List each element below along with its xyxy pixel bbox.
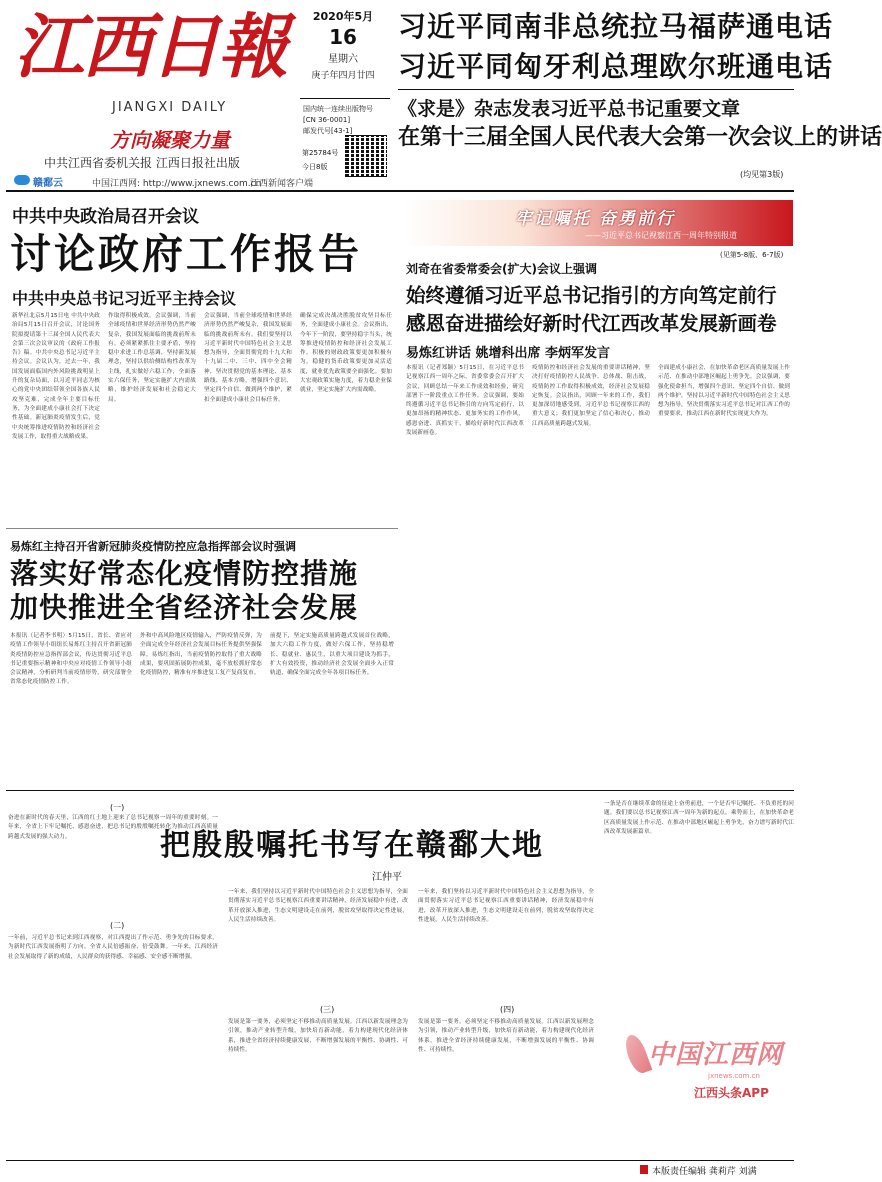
provincial-title-1: 始终遵循习近平总书记指引的方向笃定前行 xyxy=(406,284,777,307)
feature-col3: 发展是第一要务，必须坚定不移推动高质量发展。江西以新发展理念为引领，推动产业转型升级，加快培育新动能，着力构建现代化经济体系，推进全省经济持续健康发展，不断增强发展的平衡性、协调性、可持续性。 xyxy=(228,1019,408,1053)
epidemic-body-col3: 前提下，坚定实施高质量跨越式发展首位战略，加大六稳工作力度，做好六保工作，坚持稳增长、稳就业、惠民生，以重大项目建设为抓手，扩大有效投资，推动经济社会发展全面步入正常轨道，确保全面完成全年各项目标任务。 xyxy=(270,633,394,677)
slogan: 方向凝聚力量 xyxy=(110,128,230,152)
app-name: 赣鄱云 xyxy=(33,178,63,189)
masthead-rule xyxy=(6,190,794,192)
postal-code: 邮发代号[43-1] xyxy=(303,127,353,135)
headline-south-africa: 习近平同南非总统拉马福萨通电话 xyxy=(398,10,834,43)
date-box xyxy=(298,6,388,98)
anniversary-banner xyxy=(405,200,793,246)
lead-body-col2: 作取得积极成效。会议强调，当前全球疫情和世界经济形势仍然严峻复杂，我国发展面临的挑战前所未有。必须紧紧抓住主要矛盾，坚持稳中求进工作总基调，坚持新发展理念，坚持以供给侧结构性改革为主线，扎实做好六稳工作，全面落实六保任务，坚定实施扩大内需战略，维护经济发展和社会稳定大局。 xyxy=(108,313,196,403)
brand-cn: 中国江西网 xyxy=(648,1040,784,1070)
provincial-title-2: 感恩奋进描绘好新时代江西改革发展新画卷 xyxy=(406,312,777,335)
provincial-body-col1: 本报讯（记者郑颖）5月15日，在习近平总书记视察江西一周年之际，省委常委会召开扩大会议，回顾总结一年来工作成效和经验，研究部署下一阶段重点工作任务。会议强调，要始终遵循习近平总书记指引的方向笃定前行，以更加昂扬的精神状态、更加务实的工作作风，感恩奋进、真抓实干，描绘好新时代江西改革发展新画卷。 xyxy=(406,365,524,437)
see-page-note: (均见第3版) xyxy=(740,170,784,179)
lead-body-col1: 新华社北京5月15日电 中共中央政治局5月15日召开会议，讨论国务院拟提请第十三届全国人民代表大会第三次会议审议的《政府工作报告》稿。中共中央总书记习近平主持会议。会议认为，过去一年，我国发展面临国内外风险挑战明显上升的复杂局面，以习近平同志为核心的党中央团结带领全国各族人民攻坚克难，完成全年主要目标任务，为全面建成小康社会打下决定性基础。新冠肺炎疫情发生后，党中央统筹推进疫情防控和经济社会发展工作，取得重大战略成果。 xyxy=(12,313,100,440)
brand-watermark xyxy=(612,1028,794,1138)
feature-section-label: (三) xyxy=(320,1005,335,1014)
provincial-story xyxy=(404,258,794,648)
lead-kicker: 中共中央政治局召开会议 xyxy=(12,207,199,227)
divider xyxy=(6,1160,794,1161)
feature-author: 江仲平 xyxy=(372,872,402,883)
english-name: JIANGXI DAILY xyxy=(112,100,228,115)
feature-col4: 一条是否在继续革命的征途上奋勇前进，一个是否牢记嘱托、不负重托的问题。我们要以总书记视察江西一周年为新的起点，乘势而上，在加快革命老区高质量发展上作示范、在推动中部地区崛起上勇争先，奋力谱写新时代江西改革发展新篇章。 xyxy=(604,801,794,835)
divider xyxy=(6,790,794,791)
lead-subtitle: 中共中央总书记习近平主持会议 xyxy=(12,289,237,308)
masthead xyxy=(0,0,882,190)
issue-number: 第25784号 xyxy=(302,149,339,157)
feature-col3b: 一年来，我们坚持以习近平新时代中国特色社会主义思想为指导，全面贯彻落实习近平总书记视察江西重要讲话精神，经济发展稳中有进，改革开放深入推进，生态文明建设走在前列，脱贫攻坚取得决定性进展，人民生活持续改善。 xyxy=(418,889,594,923)
provincial-kicker: 刘奇在省委常委会(扩大)会议上强调 xyxy=(406,262,597,276)
feature-section-label: (一) xyxy=(110,803,125,812)
newspaper-icon xyxy=(640,1165,648,1174)
epidemic-body-col2: 外和中高风险地区疫情输入，严防疫情反弹，为全面完成全年经济社会发展目标任务提供坚强保障。易炼红指出，当前疫情防控取得了重大战略成果，要巩固拓展防控成果，毫不放松抓好常态化疫情防控，精准有序推进复工复产复商复市。 xyxy=(140,633,262,677)
weekday: 星期六 xyxy=(328,54,358,65)
epidemic-title-2: 加快推进全省经济社会发展 xyxy=(10,591,359,624)
epidemic-kicker: 易炼红主持召开省新冠肺炎疫情防控应急指挥部会议时强调 xyxy=(10,540,296,553)
cloud-logo-icon xyxy=(14,175,30,185)
feature-col2: 一年来，我们坚持以习近平新时代中国特色社会主义思想为指导，全面贯彻落实习近平总书记视察江西重要讲话精神，经济发展稳中有进，改革开放深入推进，生态文明建设走在前列，脱贫攻坚取得决定性进展，人民生活持续改善。 xyxy=(228,889,408,923)
newspaper-logo: 江西日報 xyxy=(14,5,286,88)
page-count: 今日8版 xyxy=(302,163,328,171)
feature-section-label: (四) xyxy=(500,1005,515,1014)
date-day: 16 xyxy=(329,25,357,49)
divider xyxy=(6,528,398,529)
congress-speech-headline: 在第十三届全国人民代表大会第一次会议上的讲话 xyxy=(398,124,882,150)
lead-title: 讨论政府工作报告 xyxy=(10,230,362,278)
provincial-body-col3: 全面建成小康社会，在加快革命老区高质量发展上作示范、在推动中部地区崛起上勇争先。会议强调，要强化使命担当，增强四个意识、坚定四个自信、做到两个维护，坚持以习近平新时代中国特色社会主义思想为指导，坚决贯彻落实习近平总书记对江西工作的重要要求，推动江西在新时代实现更大作为。 xyxy=(658,365,790,418)
epidemic-body-col1: 本报讯（记者李书明）5月15日，省长、省应对疫情工作领导小组组长易炼红主持召开省新冠肺炎疫情防控应急指挥部会议，传达贯彻习近平总书记重要指示精神和中央应对疫情工作领导小组会议精神，分析研判当前疫情形势，研究部署全省常态化疫情防控工作。 xyxy=(10,633,132,686)
divider xyxy=(300,98,390,99)
provincial-body-col2: 疫情防控和经济社会发展的重要讲话精神，坚决打好疫情防控人民战争、总体战、阻击战，疫情防控工作取得积极成效，经济社会发展稳定恢复。会议指出，回顾一年来的工作，我们更加深切地感受到，习近平总书记视察江西的重大意义；我们更加坚定了信心和决心，推动江西高质量跨越式发展。 xyxy=(532,365,650,427)
brand-url: jxnews.com.cn xyxy=(708,1072,760,1080)
headline-hungary: 习近平同匈牙利总理欧尔班通电话 xyxy=(398,50,834,83)
website-line: 中国江西网: http://www.jxnews.com.cn xyxy=(92,179,262,189)
divider xyxy=(398,89,794,90)
feature-section-label: (二) xyxy=(110,921,125,930)
anniversary-caption: ——习近平总书记视察江西一周年特别报道 xyxy=(585,231,737,240)
anniversary-slogan: 牢记嘱托 奋勇前行 xyxy=(515,209,675,229)
feature-intro: 奋进在新时代的春天里，江西的红土地上迎来了总书记视察一周年的重要时刻。一年来，全省上下牢记嘱托、感恩奋进，把总书记的殷殷嘱托转化为推动江西高质量跨越式发展的强大动力。 xyxy=(8,815,218,840)
epidemic-title-1: 落实好常态化疫情防控措施 xyxy=(10,557,359,590)
publication-info xyxy=(303,104,393,137)
cn-number: [CN 36-0001] xyxy=(303,116,351,124)
qiushi-headline: 《求是》杂志发表习近平总书记重要文章 xyxy=(398,98,741,120)
app-note: 江西新闻客户端 xyxy=(250,179,314,189)
feature-col1: 一年前，习近平总书记来到江西视察，对江西提出了作示范、勇争先的目标要求，为新时代江西发展指明了方向。全省人民倍感振奋、倍受鼓舞。一年来，江西经济社会发展取得了新的成绩，人民群众的获得感、幸福感、安全感不断增强。 xyxy=(8,935,218,960)
lunar-date: 庚子年四月廿四 xyxy=(311,71,375,81)
feature-col3c: 发展是第一要务，必须坚定不移推动高质量发展。江西以新发展理念为引领，推动产业转型升级，加快培育新动能，着力构建现代化经济体系，推进全省经济持续健康发展，不断增强发展的平衡性、协调性、可持续性。 xyxy=(418,1019,594,1053)
toutiao-app: 江西头条APP xyxy=(694,1086,769,1100)
anniversary-see-page: (见第5-8版、6-7版) xyxy=(720,251,784,259)
issn-line: 国内统一连续出版物号 xyxy=(303,105,373,113)
page-editor: 本版责任编辑 龚莉芹 刘满 xyxy=(652,1167,757,1177)
date-month: 2020年5月 xyxy=(312,10,374,23)
epidemic-story xyxy=(6,534,398,784)
provincial-attendees: 易炼红讲话 姚增科出席 李炳军发言 xyxy=(406,346,611,361)
lead-story xyxy=(6,196,398,526)
lead-body-col4: 确保完成决战决胜脱贫攻坚目标任务，全面建成小康社会。会议指出，今年下一阶段，要坚持稳字当头，统筹推进疫情防控和经济社会发展工作。积极的财政政策要更加积极有为，稳健的货币政策要更加灵活适度，就业优先政策要全面强化。要加大宏观政策实施力度，着力稳企业保就业，坚定实施扩大内需战略。 xyxy=(300,313,392,394)
qr-code-icon xyxy=(345,135,387,177)
publisher-line: 中共江西省委机关报 江西日报社出版 xyxy=(44,156,240,170)
feature-title: 把殷殷嘱托书写在赣鄱大地 xyxy=(160,828,544,863)
lead-body-col3: 会议强调，当前全球疫情和世界经济形势仍然严峻复杂，我国发展面临的挑战前所未有。我们要坚持以习近平新时代中国特色社会主义思想为指导，全面贯彻党的十九大和十九届二中、三中、四中全会精神，坚决贯彻党的基本理论、基本路线、基本方略，增强四个意识、坚定四个自信、做到两个维护，紧扣全面建成小康社会目标任务。 xyxy=(204,313,292,403)
